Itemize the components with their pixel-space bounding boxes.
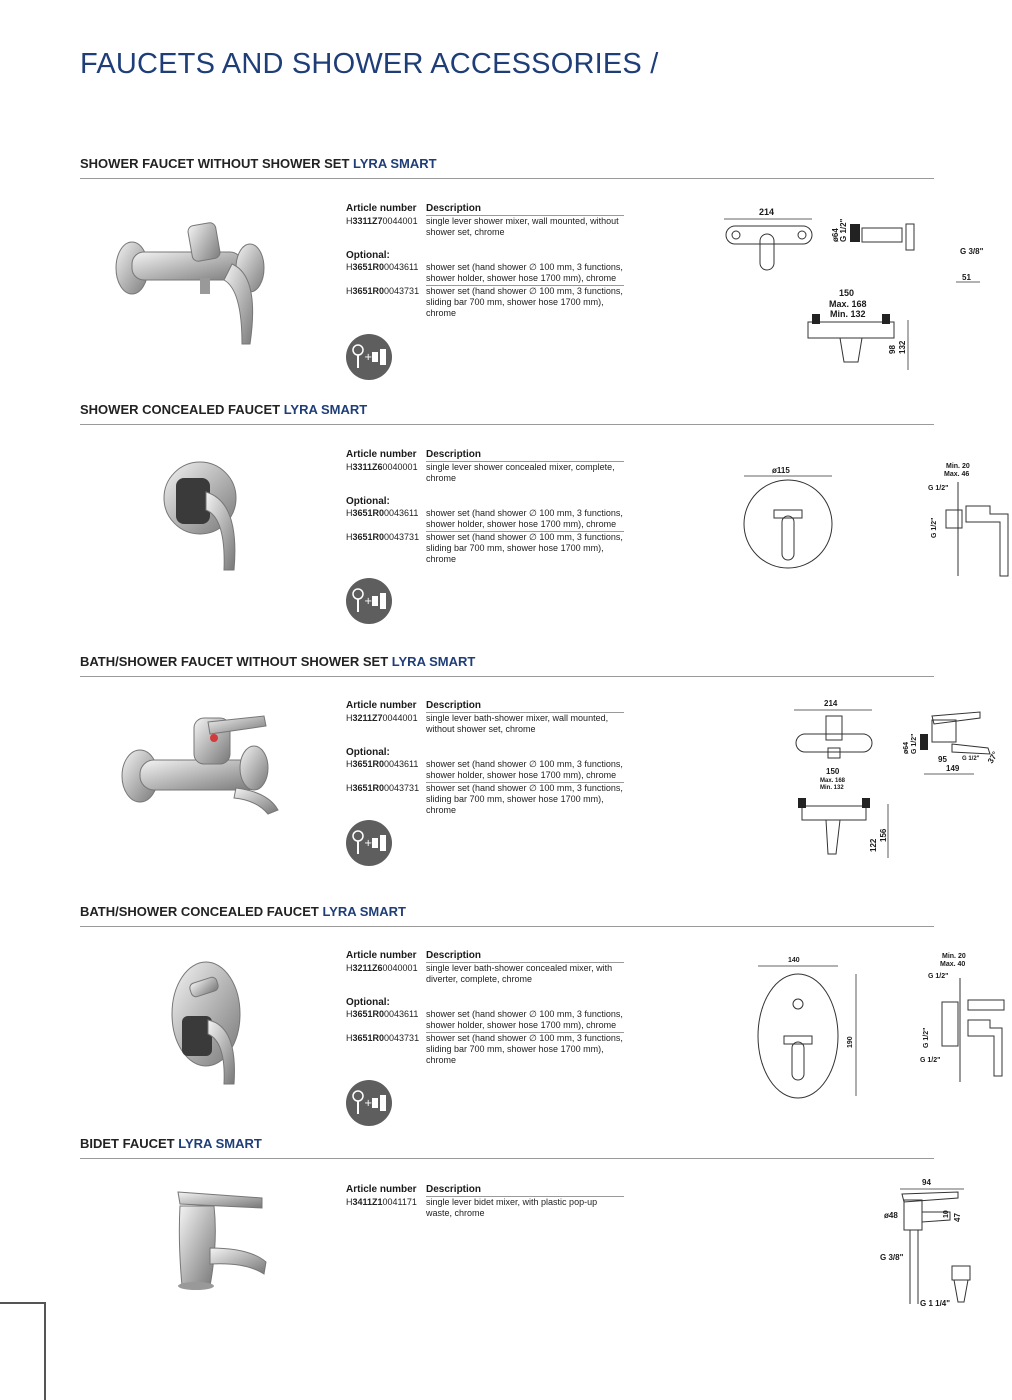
svg-text:+: +: [364, 352, 373, 363]
table-row: H3651R00043731 shower set (hand shower ∅ 100 mm, 3 functions, sliding bar 700 mm, shower hose 1700 mm), chrome: [346, 532, 623, 564]
page-corner-marker: [0, 1302, 46, 1400]
product-photo-bidet-faucet: [170, 1182, 280, 1292]
technical-drawing-shower-concealed: [712, 454, 1012, 594]
section-header: [80, 654, 934, 677]
section-header: [80, 904, 934, 927]
row-description: shower set (hand shower ∅ 100 mm, 3 functions, sliding bar 700 mm, shower hose 1700 mm), chrome: [426, 532, 623, 564]
row-description: single lever bath-shower concealed mixer, with diverter, complete, chrome: [426, 963, 613, 984]
svg-text:Min. 132: Min. 132: [830, 309, 866, 319]
svg-text:G 1 1/4": G 1 1/4": [920, 1299, 951, 1308]
svg-text:+: +: [364, 596, 373, 607]
optional-label: Optional:: [346, 997, 390, 1008]
row-description: shower set (hand shower ∅ 100 mm, 3 functions, shower holder, shower hose 1700 mm), chrome: [426, 508, 624, 532]
table-row: H3211Z60040001 single lever bath-shower concealed mixer, with diverter, complete, chrome: [346, 963, 624, 986]
table-row: H3651R00043731 shower set (hand shower ∅ 100 mm, 3 functions, sliding bar 700 mm, shower hose 1700 mm), chrome: [346, 783, 623, 815]
row-description: shower set (hand shower ∅ 100 mm, 3 functions, sliding bar 700 mm, shower hose 1700 mm), chrome: [426, 1033, 623, 1065]
svg-text:37°: 37°: [985, 750, 1000, 765]
svg-text:G 1/2": G 1/2": [928, 485, 949, 492]
shower-set-icon: [344, 818, 394, 868]
product-photo-shower-faucet: [112, 206, 272, 356]
svg-text:G 1/2": G 1/2": [839, 218, 848, 242]
svg-text:ø64: ø64: [831, 228, 840, 242]
article-number-header: Article number: [346, 1184, 417, 1195]
technical-drawing-shower-faucet: [712, 202, 1012, 378]
svg-text:95: 95: [938, 755, 947, 764]
optional-label: Optional:: [346, 250, 390, 261]
svg-text:150: 150: [839, 288, 855, 298]
svg-text:132: 132: [898, 340, 907, 354]
technical-drawing-bidet-faucet: [712, 1172, 1012, 1312]
svg-text:214: 214: [824, 699, 838, 708]
article-number-header: Article number: [346, 203, 417, 214]
spec-table: [346, 203, 624, 320]
brand-name: LYRA SMART: [391, 654, 476, 669]
product-photo-shower-concealed: [162, 458, 252, 576]
table-row: H3651R00043611 shower set (hand shower ∅ 100 mm, 3 functions, shower holder, shower hose 1700 mm), chrome: [346, 262, 624, 286]
spec-table: [346, 950, 624, 1067]
row-description: single lever shower mixer, wall mounted, without shower set, chrome: [426, 216, 619, 237]
article-number-header: Article number: [346, 700, 417, 711]
svg-text:Max. 168: Max. 168: [829, 299, 867, 309]
article-number-header: Article number: [346, 449, 417, 460]
section-header: [80, 156, 934, 179]
svg-text:Min. 20: Min. 20: [942, 953, 966, 960]
svg-text:Max. 46: Max. 46: [944, 471, 970, 478]
section-header: [80, 402, 934, 425]
svg-text:G 1/2": G 1/2": [928, 973, 949, 980]
svg-text:51: 51: [962, 273, 971, 282]
svg-text:G 1/2": G 1/2": [923, 1027, 930, 1048]
table-row: H3651R00043611 shower set (hand shower ∅ 100 mm, 3 functions, shower holder, shower hose 1700 mm), chrome: [346, 508, 624, 532]
brand-name: LYRA SMART: [178, 1136, 262, 1151]
product-photo-bath-shower-concealed: [172, 960, 252, 1090]
section-title: BATH/SHOWER CONCEALED FAUCET: [80, 904, 319, 919]
section-header: [80, 1136, 934, 1159]
svg-text:ø48: ø48: [884, 1211, 898, 1220]
svg-text:94: 94: [922, 1178, 931, 1187]
shower-set-icon: [344, 576, 394, 626]
svg-text:Max. 168: Max. 168: [820, 778, 846, 784]
table-row: H3311Z70044001 single lever shower mixer, wall mounted, without shower set, chrome: [346, 216, 624, 239]
table-row: H3651R00043611 shower set (hand shower ∅ 100 mm, 3 functions, shower holder, shower hose 1700 mm), chrome: [346, 1009, 624, 1033]
row-description: shower set (hand shower ∅ 100 mm, 3 functions, sliding bar 700 mm, shower hose 1700 mm), chrome: [426, 783, 623, 815]
table-row: H3411Z10041171 single lever bidet mixer, with plastic pop-up waste, chrome: [346, 1197, 624, 1220]
description-header: Description: [426, 203, 624, 216]
section-title: SHOWER CONCEALED FAUCET: [80, 402, 281, 417]
shower-set-icon: [344, 332, 394, 382]
row-description: shower set (hand shower ∅ 100 mm, 3 functions, shower holder, shower hose 1700 mm), chrome: [426, 262, 624, 286]
svg-text:G 1/2": G 1/2": [920, 1057, 941, 1064]
table-row: H3651R00043731 shower set (hand shower ∅ 100 mm, 3 functions, sliding bar 700 mm, shower hose 1700 mm), chrome: [346, 1033, 623, 1065]
row-description: shower set (hand shower ∅ 100 mm, 3 functions, shower holder, shower hose 1700 mm), chrome: [426, 759, 624, 783]
svg-text:ø64: ø64: [903, 741, 910, 754]
svg-text:47: 47: [953, 1213, 962, 1222]
section-shower-concealed: [80, 402, 970, 622]
section-title: BIDET FAUCET: [80, 1136, 175, 1151]
section-title: BATH/SHOWER FAUCET WITHOUT SHOWER SET: [80, 654, 389, 669]
table-row: H3211Z70044001 single lever bath-shower mixer, wall mounted, without shower set, chrome: [346, 713, 624, 736]
svg-text:10: 10: [943, 1210, 950, 1218]
svg-text:G 1/2": G 1/2": [911, 733, 918, 754]
section-bath-shower-concealed: [80, 904, 966, 1124]
svg-text:G 1/2": G 1/2": [931, 517, 938, 538]
svg-text:ø115: ø115: [772, 466, 790, 475]
svg-text:Max. 40: Max. 40: [940, 961, 966, 968]
section-bidet-faucet: [80, 1136, 962, 1316]
table-row: H3311Z60040001 single lever shower concealed mixer, complete, chrome: [346, 462, 624, 485]
svg-text:190: 190: [847, 1036, 854, 1048]
spec-table: [346, 1184, 624, 1220]
row-description: single lever shower concealed mixer, complete, chrome: [426, 462, 615, 483]
section-bath-shower-faucet: [80, 654, 1000, 874]
description-header: Description: [426, 1184, 624, 1197]
optional-label: Optional:: [346, 747, 390, 758]
row-description: shower set (hand shower ∅ 100 mm, 3 functions, shower holder, shower hose 1700 mm), chrome: [426, 1009, 624, 1033]
svg-text:G 1/2": G 1/2": [962, 756, 980, 762]
technical-drawing-bath-shower-concealed: [712, 948, 1012, 1098]
description-header: Description: [426, 700, 624, 713]
svg-text:140: 140: [788, 957, 800, 964]
row-description: single lever bath-shower mixer, wall mounted, without shower set, chrome: [426, 713, 609, 734]
page-title: FAUCETS AND SHOWER ACCESSORIES /: [80, 48, 659, 80]
svg-text:150: 150: [826, 767, 840, 776]
svg-text:G 3/8": G 3/8": [880, 1253, 904, 1262]
svg-text:G 3/8": G 3/8": [960, 247, 984, 256]
article-number-header: Article number: [346, 950, 417, 961]
product-photo-bath-shower-faucet: [118, 706, 288, 826]
svg-text:156: 156: [879, 828, 888, 842]
svg-text:98: 98: [888, 345, 897, 354]
spec-table: [346, 700, 624, 817]
section-shower-faucet: [80, 156, 984, 386]
row-description: single lever bidet mixer, with plastic pop-up waste, chrome: [426, 1197, 598, 1218]
table-row: H3651R00043611 shower set (hand shower ∅ 100 mm, 3 functions, shower holder, shower hose 1700 mm), chrome: [346, 759, 624, 783]
description-header: Description: [426, 950, 624, 963]
technical-drawing-bath-shower-faucet: [712, 694, 1012, 874]
table-row: H3651R00043731 shower set (hand shower ∅ 100 mm, 3 functions, sliding bar 700 mm, shower hose 1700 mm), chrome: [346, 286, 623, 318]
section-title: SHOWER FAUCET WITHOUT SHOWER SET: [80, 156, 350, 171]
svg-text:149: 149: [946, 764, 960, 773]
svg-text:Min. 20: Min. 20: [946, 463, 970, 470]
spec-table: [346, 449, 624, 566]
optional-label: Optional:: [346, 496, 390, 507]
row-description: shower set (hand shower ∅ 100 mm, 3 functions, sliding bar 700 mm, shower hose 1700 mm), chrome: [426, 286, 623, 318]
svg-text:Min. 132: Min. 132: [820, 785, 844, 791]
svg-text:+: +: [364, 838, 373, 849]
svg-text:+: +: [364, 1098, 373, 1109]
svg-text:122: 122: [869, 838, 878, 852]
description-header: Description: [426, 449, 624, 462]
brand-name: LYRA SMART: [322, 904, 406, 919]
brand-name: LYRA SMART: [283, 402, 368, 417]
brand-name: LYRA SMART: [353, 156, 437, 171]
svg-text:214: 214: [759, 207, 775, 217]
shower-set-icon: [344, 1078, 394, 1128]
